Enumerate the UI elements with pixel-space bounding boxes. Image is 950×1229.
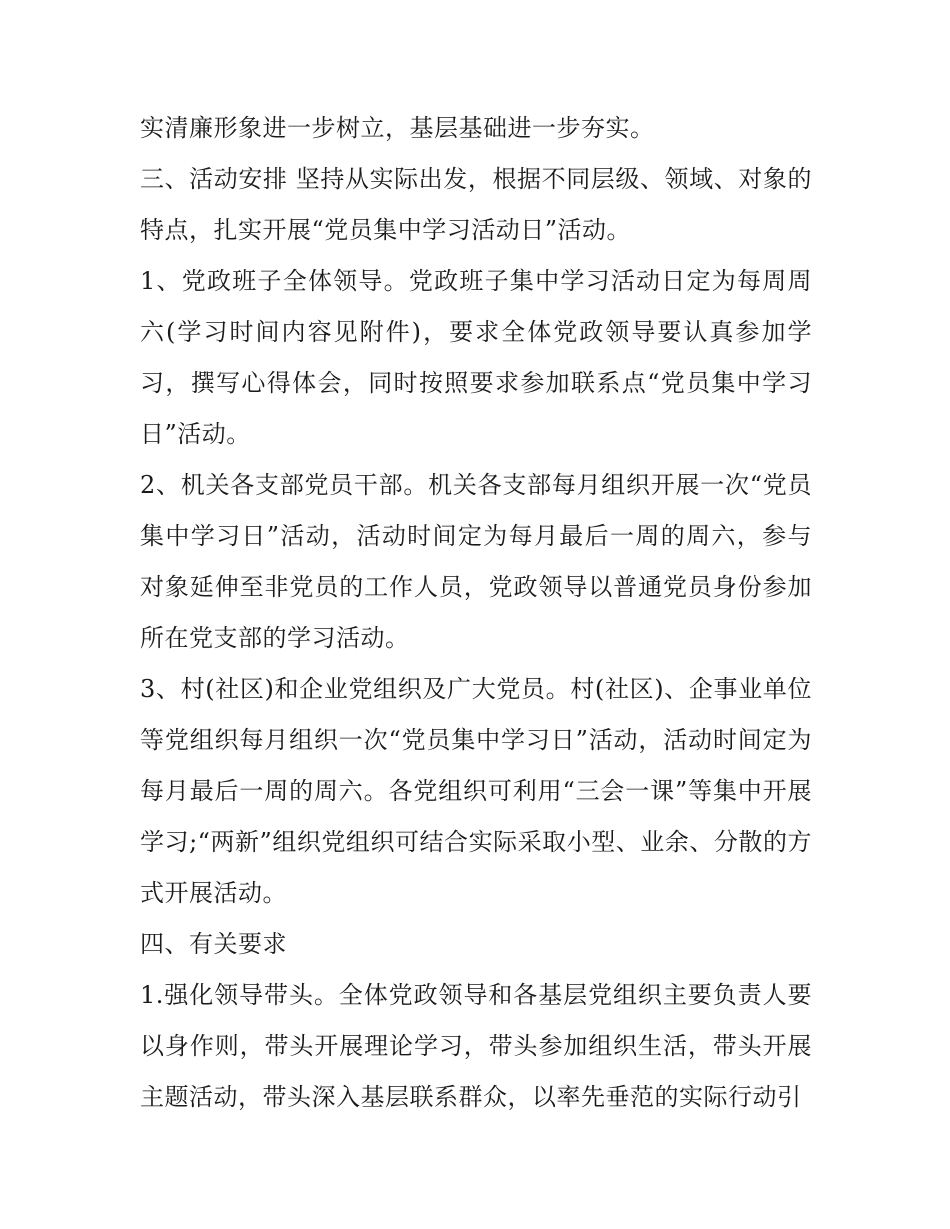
paragraph-item-1-leadership: 1、党政班子全体领导。党政班子集中学习活动日定为每周周六(学习时间内容见附件)，要求全体党政领导要认真参加学习，撰写心得体会，同时按照要求参加联系点“党员集中学习日”活动。 (140, 267, 812, 448)
document-body (140, 103, 812, 1123)
paragraph-requirement-1: 1.强化领导带头。全体党政领导和各基层党组织主要负责人要以身作则，带头开展理论学习，带头参加组织生活，带头开展主题活动，带头深入基层联系群众，以率先垂范的实际行动引 (140, 981, 812, 1111)
section-heading-activity-arrangement: 三、活动安排 坚持从实际出发，根据不同层级、领域、对象的特点，扎实开展“党员集中学习活动日”活动。 (140, 165, 812, 244)
paragraph-intro-continuation: 实清廉形象进一步树立，基层基础进一步夯实。 (140, 114, 655, 142)
paragraph-item-2-branch-cadres: 2、机关各支部党员干部。机关各支部每月组织开展一次“党员集中学习日”活动，活动时间定为每月最后一周的周六，参与对象延伸至非党员的工作人员，党政领导以普通党员身份参加所在党支部的学习活动。 (140, 471, 812, 652)
paragraph-item-3-village-enterprise: 3、村(社区)和企业党组织及广大党员。村(社区)、企事业单位等党组织每月组织一次“党员集中学习日”活动，活动时间定为每月最后一周的周六。各党组织可利用“三会一课”等集中开展学习;“两新”组织党组织可结合实际采取小型、业余、分散的方式开展活动。 (140, 675, 812, 907)
section-heading-requirements: 四、有关要求 (140, 930, 287, 958)
